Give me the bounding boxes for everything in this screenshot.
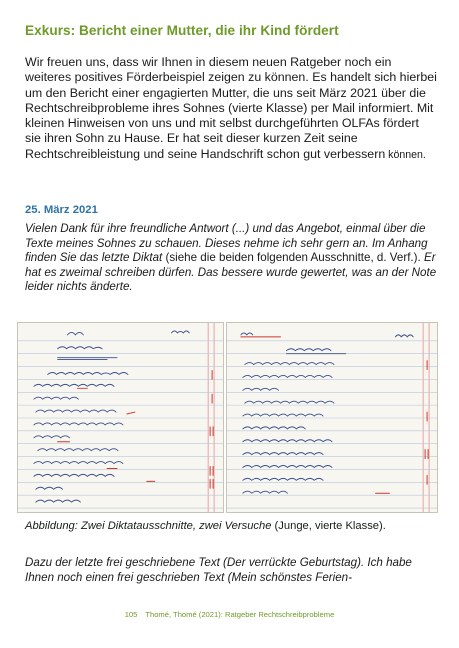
letter-part-3: Er hat es zweimal schreiben dürfen. Das bessere wurde gewertet, was an der Note leider nichts änderte.	[25, 251, 437, 294]
letter-quote	[25, 222, 437, 295]
handwriting-image-left	[18, 323, 223, 512]
dictation-scan-second	[226, 322, 438, 513]
closing-paragraph	[25, 556, 437, 585]
closing-text: Dazu der letzte frei geschriebene Text (Der verrückte Geburtstag). Ich habe Ihnen noch einen frei geschrieben Text (Mein schönstes Ferien-	[25, 556, 412, 584]
dictation-scan-first	[17, 322, 224, 513]
intro-tail: können.	[385, 148, 426, 161]
page-number: 105	[124, 610, 138, 619]
figure-caption	[25, 519, 437, 533]
letter-date: 25. März 2021	[25, 204, 98, 216]
letter-part-1: Vielen Dank für ihre freundliche Antwort (...) und das Angebot, einmal über die Texte meines Sohnes zu schauen. Dieses nehme ich sehr gern an. Im Anhang finden Sie das letzte Diktat	[25, 222, 428, 265]
intro-text: Wir freuen uns, dass wir Ihnen in diesem neuen Ratgeber noch ein weiteres positives Förderbeispiel zeigen zu können. Es handelt sich hierbei um den Bericht einer engagierten Mutter, die uns seit März 2021 über die Rechtschreibprobleme ihres Sohnes (vierte Klasse) per Mail informiert. Mit kleinen Hinweisen von uns und mit selbst durchgeführten OLFAs fördert sie ihren Sohn zu Hause. Er hat seit dieser kurzen Zeit seine Rechtschreibleistung und seine Handschrift schon gut verbessern	[25, 55, 437, 161]
caption-label: Abbildung: Zwei Diktatausschnitte, zwei Versuche	[25, 520, 272, 532]
intro-paragraph	[25, 55, 437, 163]
page-footer	[0, 610, 459, 619]
handwriting-image-right	[227, 323, 437, 512]
section-heading: Exkurs: Bericht einer Mutter, die ihr Kind fördert	[25, 23, 339, 38]
footer-citation: Thomé, Thomé (2021): Ratgeber Rechtschreibprobleme	[145, 610, 335, 619]
caption-rest: (Junge, vierte Klasse).	[271, 520, 386, 532]
letter-part-2: (siehe die beiden folgenden Ausschnitte, d. Verf.).	[162, 251, 424, 265]
